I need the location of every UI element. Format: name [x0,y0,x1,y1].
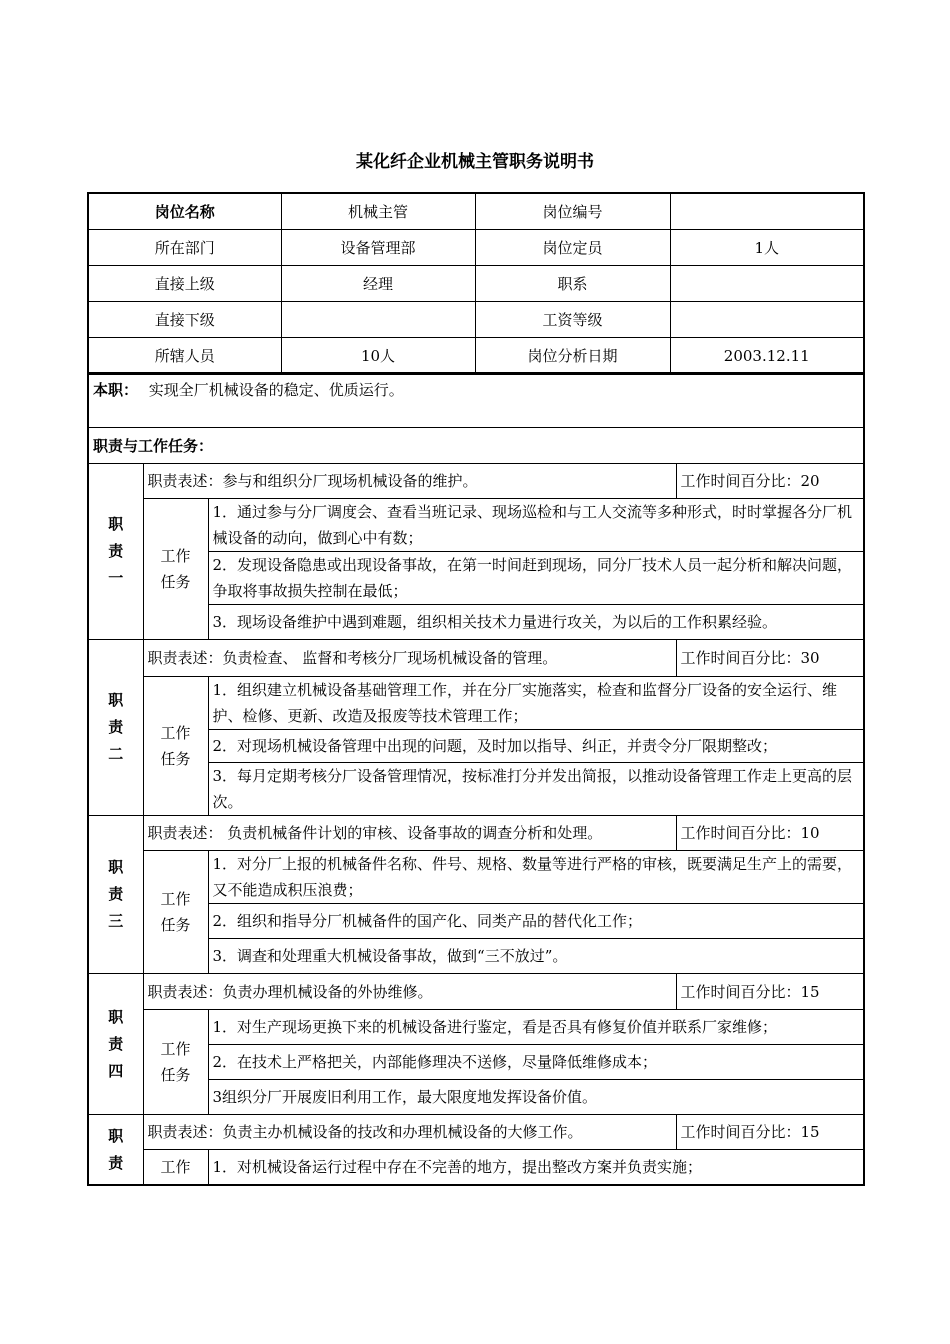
info-label: 岗位定员 [475,230,670,266]
info-value [281,302,475,338]
duty-name: 职 责 四 [88,974,143,1115]
task-item: 3．调查和处理重大机械设备事故，做到“三不放过”。 [208,939,864,974]
duty-time-percent: 工作时间百分比：30 [676,640,864,677]
info-label: 直接上级 [88,266,281,302]
info-value: 设备管理部 [281,230,475,266]
task-item: 1．对机械设备运行过程中存在不完善的地方，提出整改方案并负责实施； [208,1150,864,1186]
task-row [88,499,864,552]
duty-header-row [88,464,864,499]
task-label: 工作 任务 [143,1010,208,1115]
task-item: 3．现场设备维护中遇到难题，组织相关技术力量进行攻关，为以后的工作积累经验。 [208,605,864,640]
info-value [670,266,864,302]
duties-heading: 职责与工作任务： [93,436,214,455]
duty-name: 职 责 三 [88,816,143,974]
task-item: 2．在技术上严格把关，内部能修理决不送修，尽量降低维修成本； [208,1045,864,1080]
duty-description: 职责表述：负责办理机械设备的外协维修。 [143,974,676,1010]
duty-time-percent: 工作时间百分比：10 [676,816,864,851]
info-label: 所在部门 [88,230,281,266]
duty-header-row [88,974,864,1010]
info-label: 直接下级 [88,302,281,338]
duty-name: 职 责 二 [88,640,143,816]
task-item: 1．组织建立机械设备基础管理工作，并在分厂实施落实，检查和监督分厂设备的安全运行、维护、检修、更新、改造及报废等技术管理工作； [208,677,864,730]
info-row [88,338,864,375]
info-value: 1人 [670,230,864,266]
benzhi-label: 本职： [93,381,139,399]
info-label: 岗位编号 [475,193,670,230]
duty-description: 职责表述：负责检查、 监督和考核分厂现场机械设备的管理。 [143,640,676,677]
task-item: 3组织分厂开展废旧利用工作，最大限度地发挥设备价值。 [208,1080,864,1115]
duties-heading-row [88,428,864,464]
duty-time-percent: 工作时间百分比：15 [676,974,864,1010]
info-label: 职系 [475,266,670,302]
duty-description: 职责表述：负责主办机械设备的技改和办理机械设备的大修工作。 [143,1115,676,1150]
task-item: 1．通过参与分厂调度会、查看当班记录、现场巡检和与工人交流等多种形式，时时掌握各分厂机械设备的动向，做到心中有数； [208,499,864,552]
duty-description: 职责表述： 负责机械备件计划的审核、设备事故的调查分析和处理。 [143,816,676,851]
info-value: 2003.12.11 [670,338,864,375]
task-row [88,1010,864,1045]
duty-header-row [88,640,864,677]
info-label: 所辖人员 [88,338,281,375]
duty-time-percent: 工作时间百分比：15 [676,1115,864,1150]
info-value [670,193,864,230]
document-title: 某化纤企业机械主管职务说明书 [356,152,594,172]
duty-time-percent: 工作时间百分比：20 [676,464,864,499]
info-row [88,193,864,230]
task-item: 2．对现场机械设备管理中出现的问题，及时加以指导、纠正，并责令分厂限期整改； [208,730,864,763]
task-item: 3．每月定期考核分厂设备管理情况，按标准打分并发出简报，以推动设备管理工作走上更高的层次。 [208,763,864,816]
info-value: 经理 [281,266,475,302]
info-label: 工资等级 [475,302,670,338]
info-row [88,302,864,338]
duties-table [87,372,865,1186]
info-label: 岗位名称 [88,193,281,230]
duty-name: 职 责 一 [88,464,143,640]
duty-description: 职责表述：参与和组织分厂现场机械设备的维护。 [143,464,676,499]
benzhi-text: 实现全厂机械设备的稳定、优质运行。 [148,381,404,399]
task-label: 工作 任务 [143,851,208,974]
task-row [88,1150,864,1186]
benzhi-row [88,373,864,428]
task-row [88,677,864,730]
info-row [88,230,864,266]
task-label: 工作 任务 [143,677,208,816]
info-value: 机械主管 [281,193,475,230]
position-info-table [87,192,865,375]
task-label: 工作 任务 [143,499,208,640]
info-row [88,266,864,302]
task-row [88,851,864,904]
task-label: 工作 [143,1150,208,1186]
task-item: 1．对分厂上报的机械备件名称、件号、规格、数量等进行严格的审核，既要满足生产上的需要，又不能造成积压浪费； [208,851,864,904]
info-value: 10人 [281,338,475,375]
task-item: 1．对生产现场更换下来的机械设备进行鉴定，看是否具有修复价值并联系厂家维修； [208,1010,864,1045]
duty-header-row [88,816,864,851]
info-label: 岗位分析日期 [475,338,670,375]
duty-name: 职 责 [88,1115,143,1186]
task-item: 2．发现设备隐患或出现设备事故，在第一时间赶到现场，同分厂技术人员一起分析和解决问题，争取将事故损失控制在最低； [208,552,864,605]
task-item: 2．组织和指导分厂机械备件的国产化、同类产品的替代化工作； [208,904,864,939]
duty-header-row [88,1115,864,1150]
info-value [670,302,864,338]
